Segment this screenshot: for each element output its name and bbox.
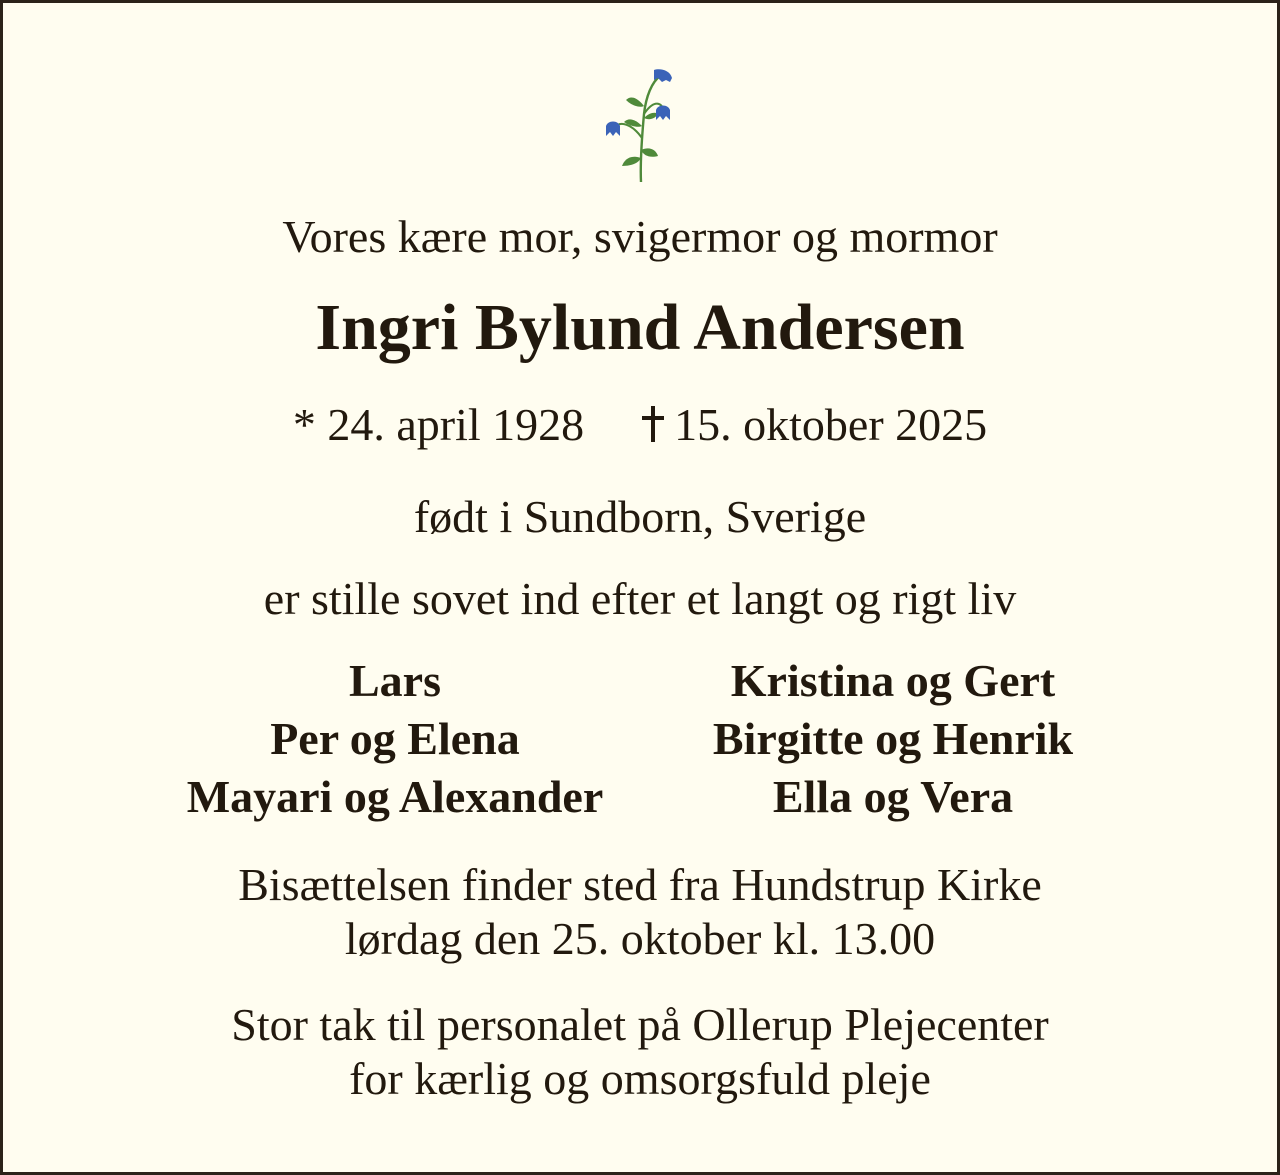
birthplace-text: født i Sundborn, Sverige bbox=[413, 491, 867, 542]
thanks-line: for kærlig og omsorgsfuld pleje bbox=[349, 1053, 931, 1104]
family-member: Kristina og Gert bbox=[730, 655, 1056, 706]
thanks-line: Stor tak til personalet på Ollerup Plejecenter bbox=[231, 999, 1049, 1050]
family-right-column bbox=[593, 652, 1193, 826]
funeral-time: lørdag den 25. oktober kl. 13.00 bbox=[344, 913, 936, 964]
thanks-text bbox=[0, 998, 1280, 1106]
family-member: Lars bbox=[349, 655, 441, 706]
family-member: Per og Elena bbox=[270, 713, 520, 764]
intro-text: Vores kære mor, svigermor og mormor bbox=[282, 211, 998, 262]
family-member: Birgitte og Henrik bbox=[712, 713, 1074, 764]
cross-icon bbox=[642, 406, 664, 442]
family-member: Mayari og Alexander bbox=[186, 771, 604, 822]
deceased-name: Ingri Bylund Andersen bbox=[315, 291, 965, 364]
life-dates bbox=[0, 398, 1280, 452]
birth-date: * 24. april 1928 bbox=[292, 399, 585, 450]
bluebell-flower-icon bbox=[600, 66, 680, 184]
funeral-info bbox=[0, 858, 1280, 966]
funeral-location: Bisættelsen finder sted fra Hundstrup Kirke bbox=[238, 859, 1042, 910]
death-date: 15. oktober 2025 bbox=[674, 399, 988, 450]
passing-text: er stille sovet ind efter et langt og rigt liv bbox=[263, 573, 1017, 624]
family-member: Ella og Vera bbox=[772, 771, 1014, 822]
